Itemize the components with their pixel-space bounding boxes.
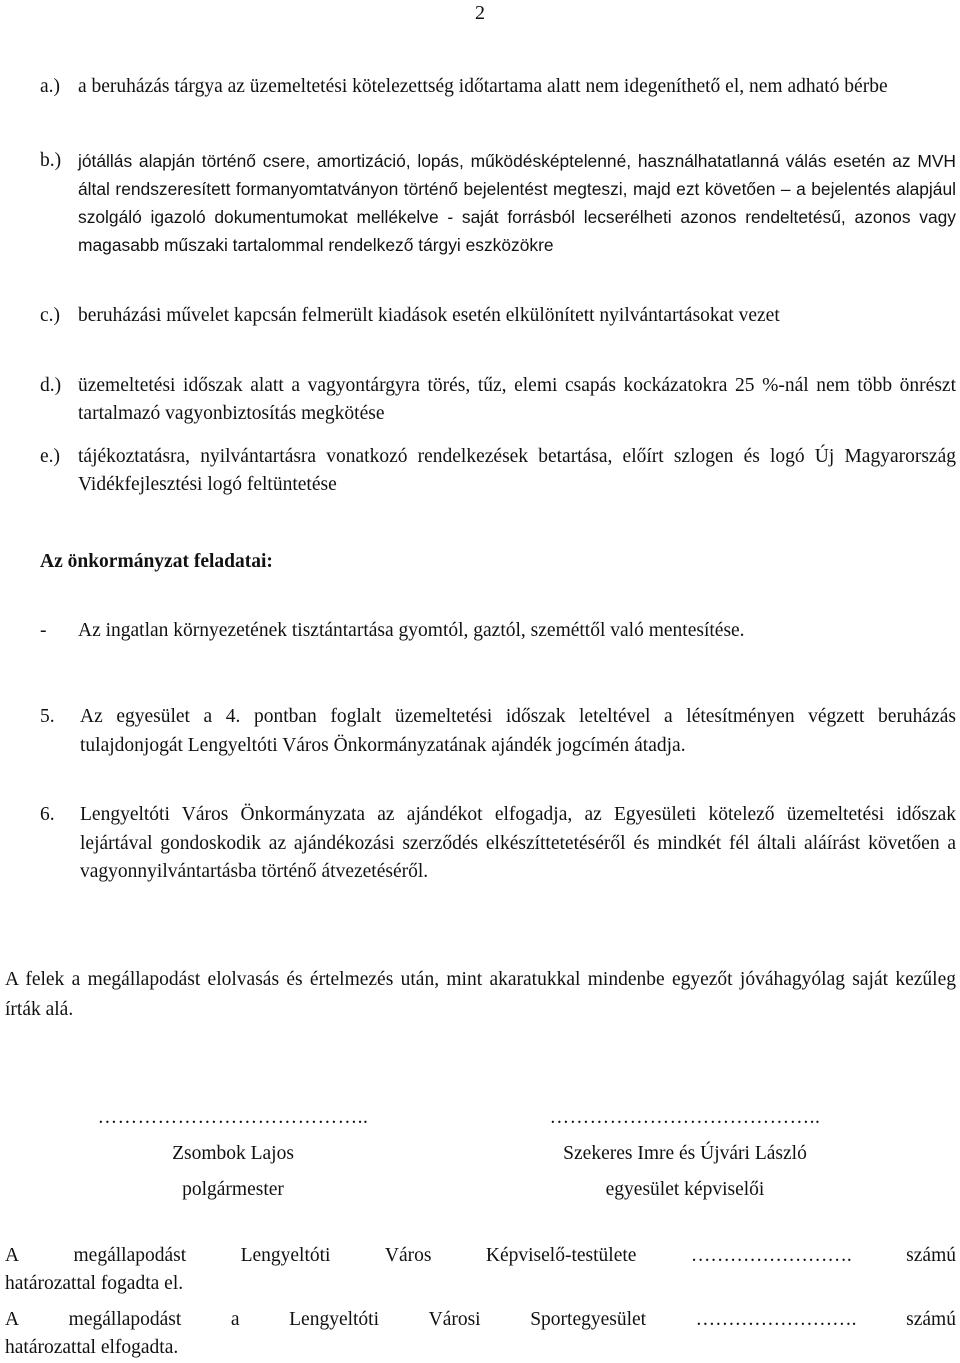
word: számú bbox=[906, 1309, 956, 1330]
signature-block-association bbox=[510, 1100, 860, 1208]
number-marker: 6. bbox=[40, 804, 55, 825]
list-item-text: beruházási művelet kapcsán felmerült kiadások esetén elkülönített nyilvántartásokat vezet bbox=[78, 305, 780, 326]
numbered-item-text: Az egyesület a 4. pontban foglalt üzemeltetési időszak leteltével a létesítményen végzett beruházás tulajdonjogát Lengyeltóti Város Önkormányzatának ajándék jogcímén átadja. bbox=[80, 706, 956, 756]
word: A bbox=[5, 1245, 20, 1266]
word: számú bbox=[906, 1245, 956, 1266]
word: A bbox=[5, 1309, 20, 1330]
closing-paragraph: A felek a megállapodást elolvasás és értelmezés után, mint akaratukkal mindenbe egyezőt jóváhagyólag saját kezűleg írták alá. bbox=[5, 969, 956, 1020]
word: megállapodást bbox=[73, 1245, 187, 1266]
word: megállapodást bbox=[68, 1309, 182, 1330]
numbered-item-text: Lengyeltóti Város Önkormányzata az ajándékot elfogadja, az Egyesületi kötelező üzemeltetési időszak lejártával gondoskodik az ajándékozási szerződés elkészíttetetéséről és mindkét fél általi aláírást követően a vagyonnyilvántartásba történő átvezetéséről. bbox=[80, 804, 956, 882]
dash-marker: - bbox=[40, 620, 47, 641]
signature-line: ………………………………….. bbox=[549, 1107, 821, 1128]
list-item-text: tájékoztatásra, nyilvántartásra vonatkozó rendelkezések betartása, előírt szlogen és logó Új Magyarország Vidékfejlesztési logó feltüntetése bbox=[78, 446, 956, 495]
signature-block-mayor bbox=[78, 1100, 388, 1208]
list-item-text: a beruházás tárgya az üzemeltetési kötelezettség időtartama alatt nem idegeníthető el, nem adható bérbe bbox=[78, 76, 888, 97]
signatory-role: egyesület képviselői bbox=[605, 1179, 765, 1200]
signatory-name: Szekeres Imre és Újvári László bbox=[563, 1143, 807, 1164]
numbered-item bbox=[40, 703, 956, 760]
list-item bbox=[40, 73, 956, 101]
numbered-item bbox=[40, 801, 956, 887]
list-item bbox=[40, 147, 956, 259]
word: Lengyeltóti bbox=[240, 1245, 331, 1266]
list-marker: c.) bbox=[40, 305, 61, 326]
section-heading: Az önkormányzat feladatai: bbox=[40, 551, 273, 572]
list-item bbox=[40, 443, 956, 499]
approval-line bbox=[5, 1242, 956, 1270]
list-item bbox=[40, 302, 956, 330]
blank-line: ……………………. bbox=[690, 1245, 852, 1266]
approval-line-2: határozattal elfogadta. bbox=[5, 1337, 179, 1358]
word: Városi bbox=[428, 1309, 481, 1330]
approval-sports-club bbox=[5, 1306, 956, 1362]
list-marker: e.) bbox=[40, 446, 61, 467]
word: a bbox=[230, 1309, 240, 1330]
list-item bbox=[40, 372, 956, 428]
word: Sportegyesület bbox=[530, 1309, 647, 1330]
approval-line-2: határozattal fogadta el. bbox=[5, 1273, 184, 1294]
signatory-name: Zsombok Lajos bbox=[172, 1143, 294, 1164]
list-marker: b.) bbox=[40, 150, 62, 171]
list-item-text: jótállás alapján történő csere, amortizáció, lopás, működésképtelenné, használhatatlanná válás esetén az MVH által rendszeresített formanyomtatványon történő bejelentést megteszi, majd ezt követően – a bejelentés alapjául szolgáló igazoló dokumentumokat mellékelve - saját forrásból lecserélheti azonos rendeltetésű, azonos vagy magasabb műszaki tartalommal rendelkező tárgyi eszközökre bbox=[78, 151, 956, 255]
signature-line: ………………………………….. bbox=[97, 1107, 369, 1128]
approval-line bbox=[5, 1306, 956, 1334]
page-number: 2 bbox=[475, 2, 485, 24]
word: Város bbox=[384, 1245, 432, 1266]
list-marker: a.) bbox=[40, 76, 61, 97]
number-marker: 5. bbox=[40, 706, 55, 727]
blank-line: ……………………. bbox=[695, 1309, 857, 1330]
approval-council bbox=[5, 1242, 956, 1298]
word: Lengyeltóti bbox=[289, 1309, 380, 1330]
duty-item bbox=[40, 620, 956, 642]
list-marker: d.) bbox=[40, 375, 62, 396]
duty-text: Az ingatlan környezetének tisztántartása gyomtól, gaztól, szeméttől való mentesítése. bbox=[78, 620, 745, 641]
list-item-text: üzemeltetési időszak alatt a vagyontárgyra törés, tűz, elemi csapás kockázatokra 25 %-nál nem több önrészt tartalmazó vagyonbiztosítás megkötése bbox=[78, 375, 956, 424]
signatory-role: polgármester bbox=[182, 1179, 284, 1200]
word: Képviselő-testülete bbox=[485, 1245, 637, 1266]
